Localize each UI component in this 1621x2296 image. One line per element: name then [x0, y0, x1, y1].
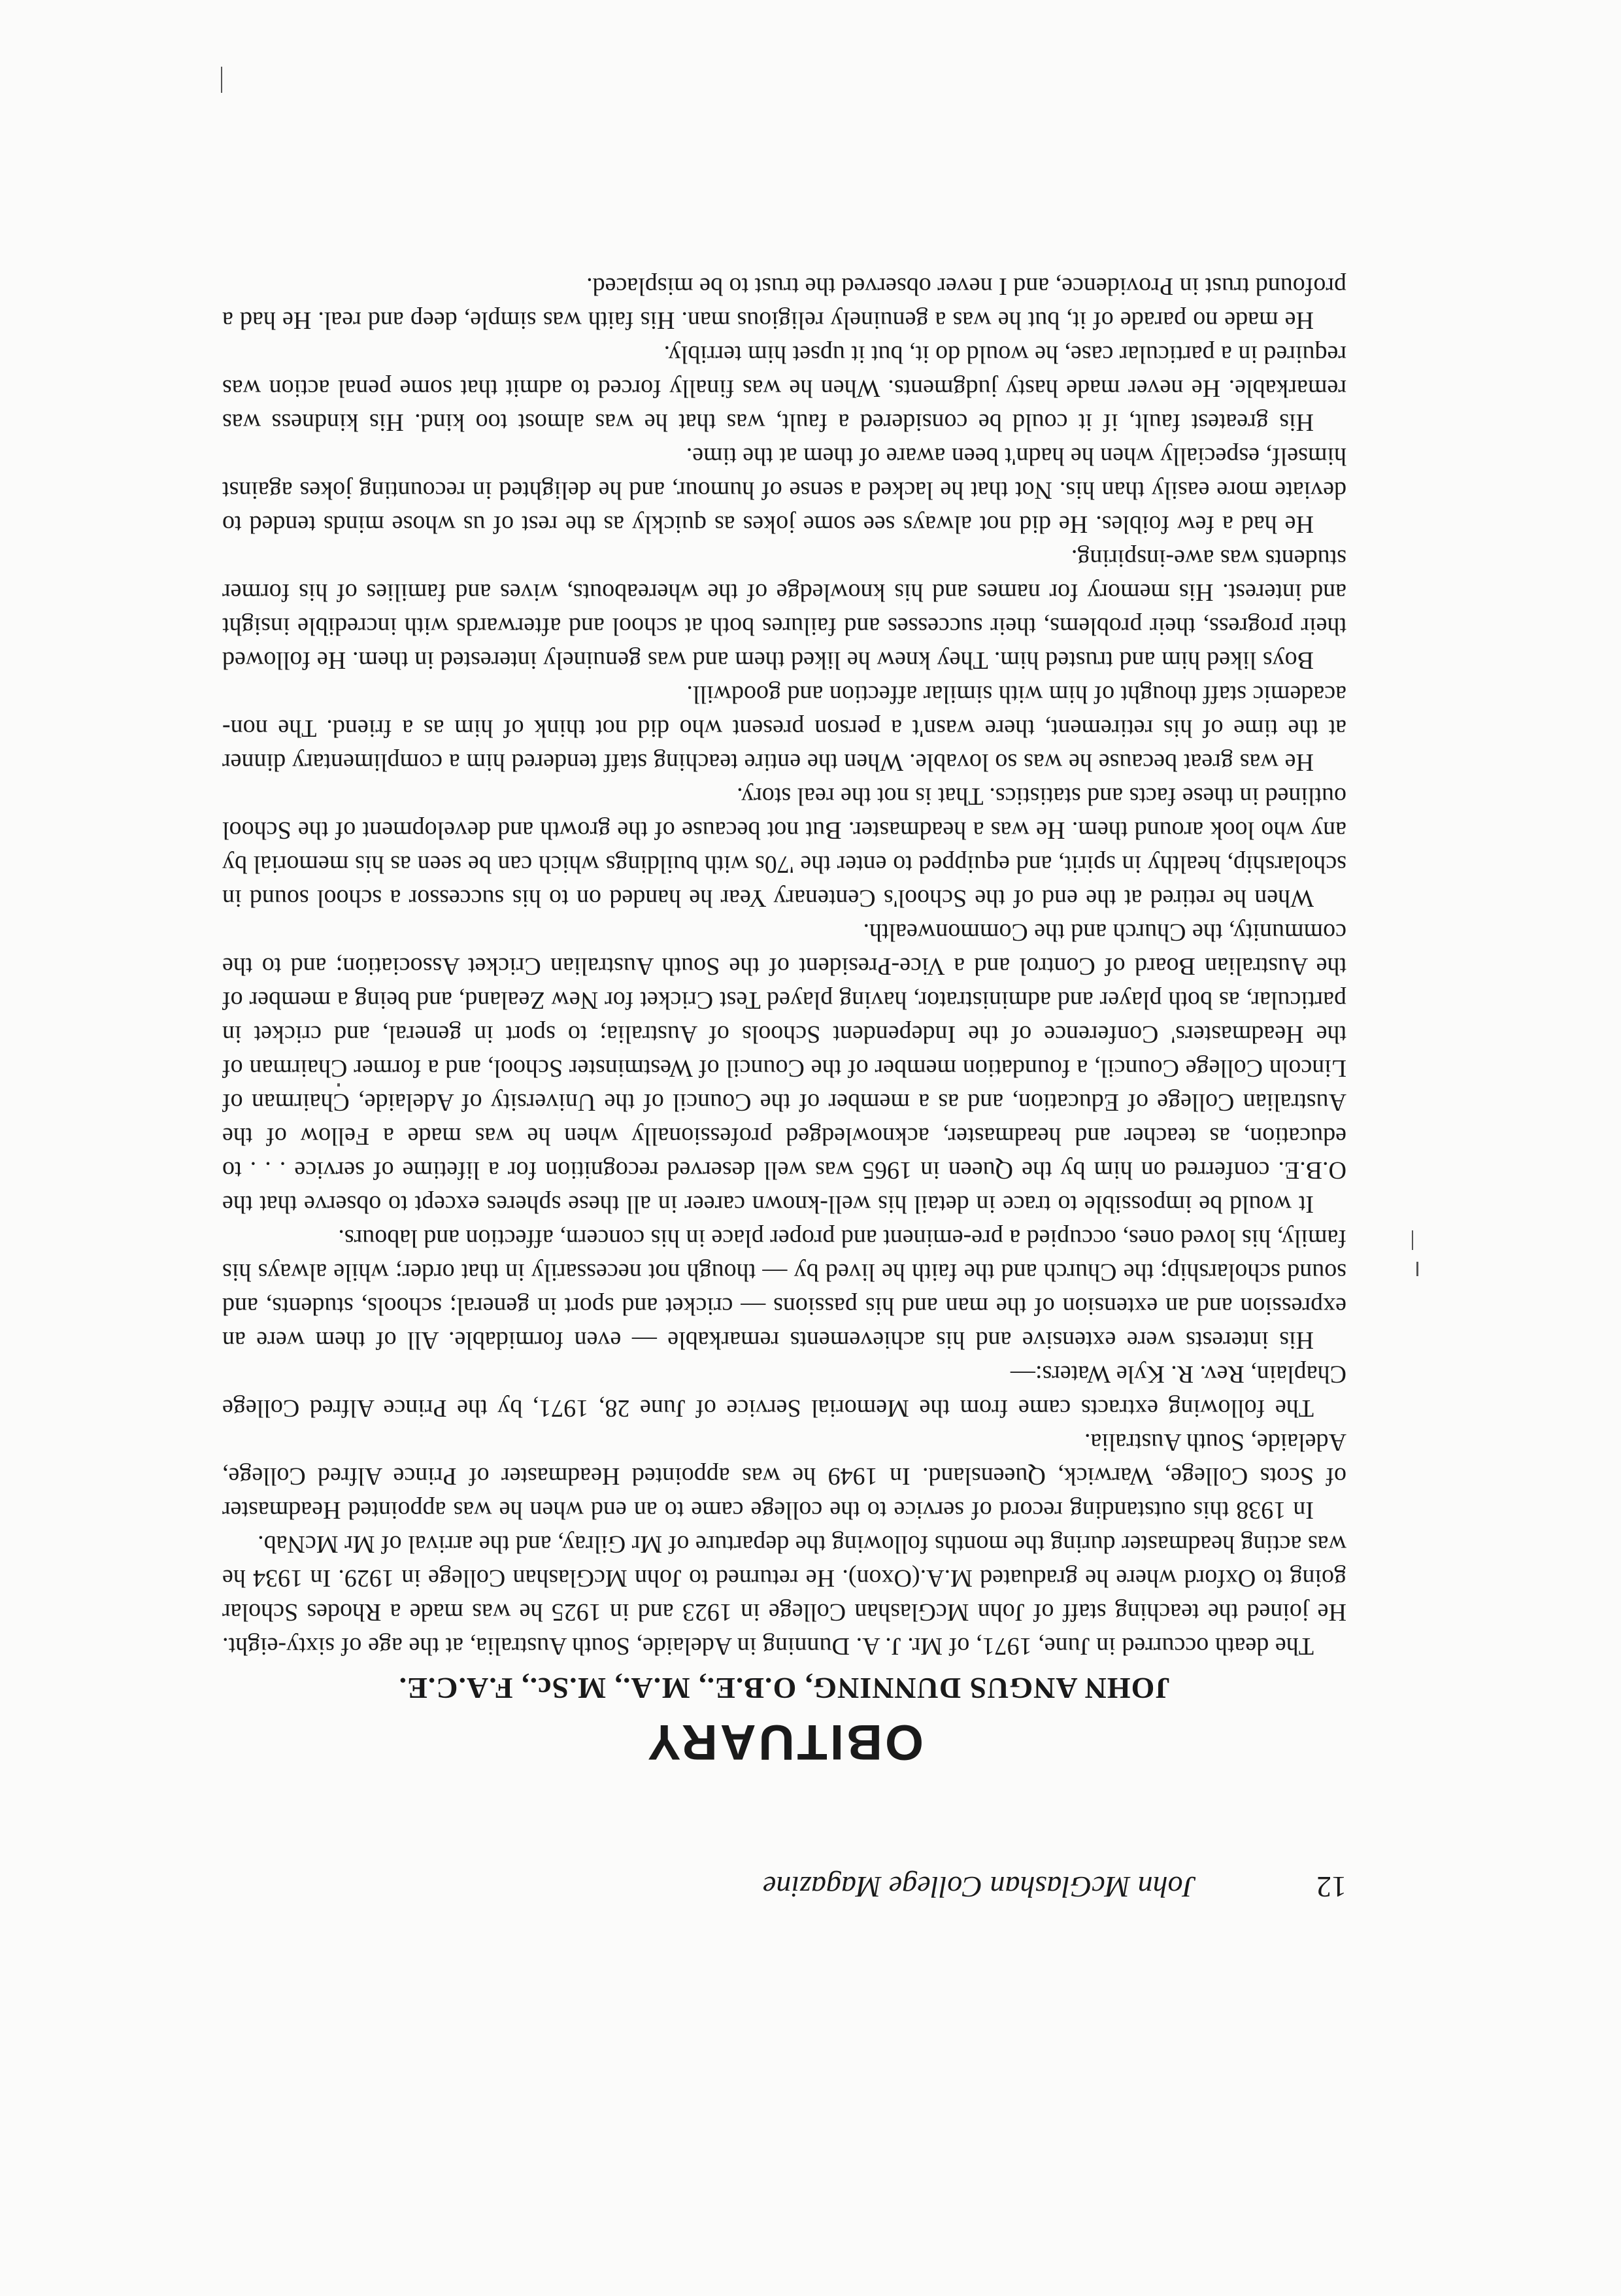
paragraph-memorial-intro: The following extracts came from the Memorial Service of June 28, 1971, by the Prince Alfred College Chaplain, Rev. R. Kyle Waters:—: [222, 1360, 1346, 1422]
paragraph-boys: Boys liked him and trusted him. They knew he liked them and was genuinely interested in them. He followed their progress, their problems, their successes and failures both at school and afterwards with incredible insight and interest. His memory for names and his knowledge of the whereabouts, wives and families of his former students was awe-inspiring.: [222, 545, 1346, 674]
scan-speck: [221, 67, 222, 93]
paragraph-career: In 1938 this outstanding record of service to the college came to an end when he was appointed Headmaster of Scots College, Warwick, Queensland. In 1949 he was appointed Headmaster of Prince Alfred College, Adelaide, South Australia.: [222, 1428, 1346, 1524]
page-number: 12: [1316, 1870, 1346, 1904]
section-title: OBITUARY: [644, 1714, 924, 1770]
paragraph-kindness: His greatest fault, if it could be considered a fault, was that he was almost too kind. His kindness was remarkable. He never made hasty judgments. When he was finally forced to admit that some penal action was required in a particular case, he would do it, but it upset him terribly.: [222, 341, 1346, 436]
paragraph-service: It would be impossible to trace in detail his well-known career in all these spheres except to observe that the O.B.E. conferred on him by the Queen in 1965 was well deserved recognition for a lifetime of service . . . to education, as teacher and headmaster, acknowledged professionally when he was made a Fellow of the Australian College of Education, and as a member of the Council of the University of Adelaide, Chairman of Lincoln College Council, a foundation member of the Council of Westminster School, and a former Chairman of the Headmasters' Conference of the Independent Schools of Australia; to sport in general, and cricket in particular, as both player and administrator, having played Test Cricket for New Zealand, and being a member of the Australian Board of Control and a Vice-President of the South Australian Cricket Association; and to the community, the Church and the Commonwealth.: [222, 919, 1346, 1218]
scan-speck: [1416, 1262, 1418, 1276]
paragraph-death-notice: The death occurred in June, 1971, of Mr. J. A. Dunning in Adelaide, South Australia, at the age of sixty-eight. He joined the teaching staff of John McGlashan College in 1923 and in 1925 he was made a Rhodes Scholar going to Oxford where he graduated M.A.(Oxon). He returned to John McGlashan College in 1929. In 1934 he was acting headmaster during the months following the departure of Mr Gilray, and the arrival of Mr McNab.: [222, 1530, 1346, 1660]
paragraph-faith: He made no parade of it, but he was a genuinely religious man. His faith was simple, deep and real. He had a profound trust in Providence, and I never observed the trust to be misplaced.: [222, 273, 1346, 334]
magazine-title: John McGlashan College Magazine: [762, 1870, 1196, 1904]
paragraph-retirement: When he retired at the end of the School's Centenary Year he handed on to his successor a school sound in scholarship, healthy in spirit, and equipped to enter the '70s with buildings which can be seen as his memorial by any who look around them. He was a headmaster. But not because of the growth and development of the School outlined in these facts and statistics. That is not the real story.: [222, 783, 1346, 912]
subject-name: JOHN ANGUS DUNNING, O.B.E., M.A., M.Sc., F.A.C.E.: [398, 1672, 1171, 1705]
running-head: [222, 1870, 1346, 1904]
page-content: [222, 269, 1346, 1904]
paragraph-interests: His interests were extensive and his achievements remarkable — even formidable. All of them were an expression and an extension of the man and his passions — cricket and sport in general; schools, students, and sound scholarship; the Church and the faith he lived by — though not necessarily in that order; while always his family, his loved ones, occupied a pre-eminent and proper place in his concern, affection and labours.: [222, 1224, 1346, 1354]
paragraph-foibles: He had a few foibles. He did not always see some jokes as quickly as the rest of us whose minds tended to deviate more easily than his. Not that he lacked a sense of humour, and he delighted in recounting jokes against himself, especially when he hadn't been aware of them at the time.: [222, 443, 1346, 538]
scan-speck: [1412, 1230, 1413, 1250]
scan-speck: [337, 1083, 340, 1087]
paragraph-lovable: He was great because he was so lovable. When the entire teaching staff tendered him a complimentary dinner at the time of his retirement, there wasn't a person present who did not think of him as a friend. The non-academic staff thought of him with similar affection and goodwill.: [222, 681, 1346, 776]
